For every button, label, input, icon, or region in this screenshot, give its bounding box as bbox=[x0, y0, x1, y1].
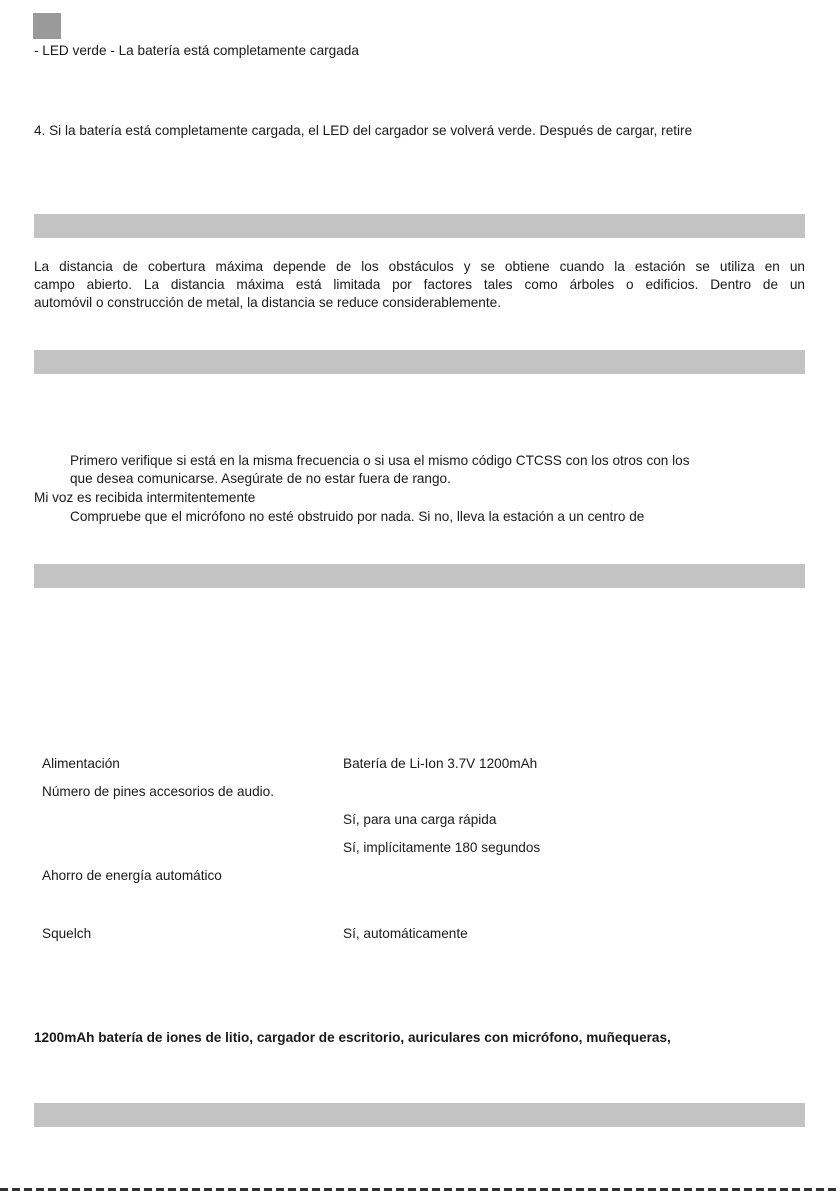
answer-2: Compruebe que el micrófono no esté obstruido por nada. Si no, lleva la estación a un centro de bbox=[70, 509, 645, 524]
answer-1-line: que desea comunicarse. Asegúrate de no estar fuera de rango. bbox=[70, 471, 451, 486]
package-contents: 1200mAh batería de iones de litio, cargador de escritorio, auriculares con micrófono, muñequeras, bbox=[34, 1030, 671, 1045]
section-header-bar bbox=[34, 1103, 805, 1127]
section-header-bar bbox=[34, 214, 805, 238]
spec-value: Sí, para una carga rápida bbox=[343, 812, 497, 827]
spec-value: Batería de Li-Ion 3.7V 1200mAh bbox=[343, 756, 538, 771]
spec-label: Squelch bbox=[42, 926, 92, 941]
question-2: Mi voz es recibida intermitentemente bbox=[34, 490, 256, 505]
led-green-text: - LED verde - La batería está completamente cargada bbox=[34, 43, 359, 58]
coverage-line: automóvil o construcción de metal, la distancia se reduce considerablemente. bbox=[34, 295, 501, 310]
spec-label: Ahorro de energía automático bbox=[42, 868, 222, 883]
section-marker bbox=[33, 13, 61, 39]
spec-label: Número de pines accesorios de audio. bbox=[42, 784, 274, 799]
coverage-line: campo abierto. La distancia máxima está limitada por factores tales como árboles o edificios. Dentro de un bbox=[34, 277, 805, 292]
section-header-bar bbox=[34, 564, 805, 588]
spec-label: Alimentación bbox=[42, 756, 120, 771]
coverage-line: La distancia de cobertura máxima depende de los obstáculos y se obtiene cuando la estación se utiliza en un bbox=[34, 259, 805, 274]
answer-1-line: Primero verifique si está en la misma frecuencia o si usa el mismo código CTCSS con los otros con los bbox=[70, 453, 690, 468]
section-header-bar bbox=[34, 350, 805, 374]
spec-value: Sí, implícitamente 180 segundos bbox=[343, 840, 541, 855]
footer-rule bbox=[0, 1188, 840, 1191]
coverage-paragraph bbox=[34, 258, 805, 312]
step-4-text: 4. Si la batería está completamente cargada, el LED del cargador se volverá verde. Después de cargar, retire bbox=[34, 123, 693, 138]
spec-value: Sí, automáticamente bbox=[343, 926, 468, 941]
